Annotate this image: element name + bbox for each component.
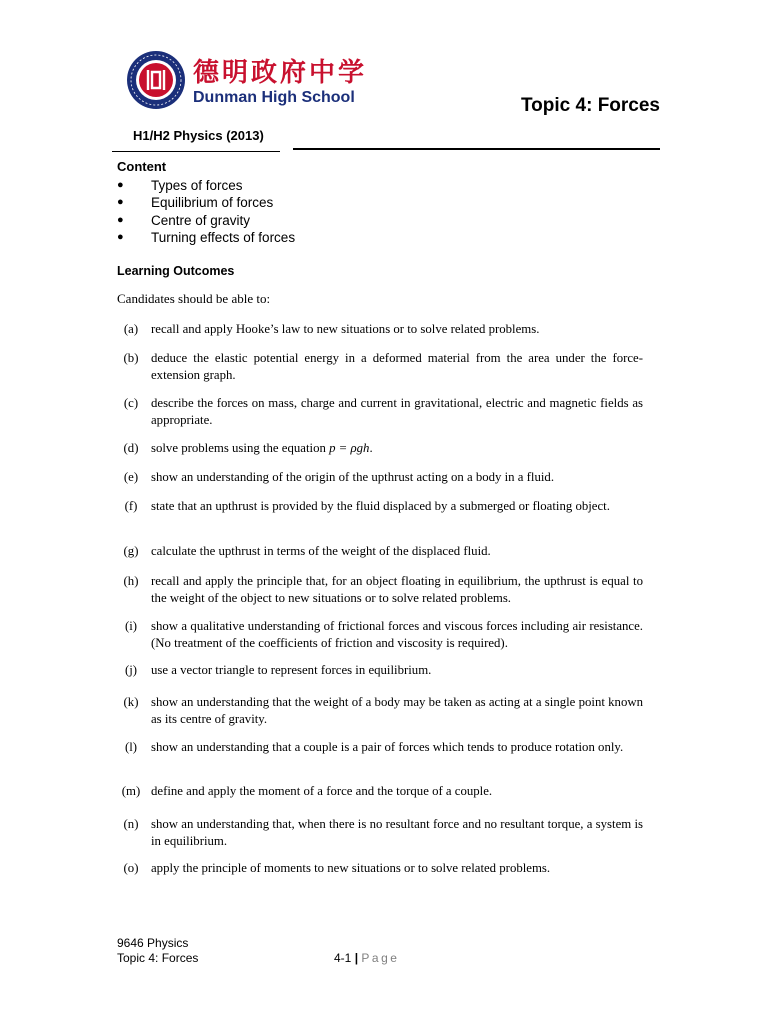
outcome-item-j: (j) use a vector triangle to represent forces in equilibrium. (124, 663, 432, 677)
outcome-item-c: (c) describe the forces on mass, charge and current in gravitational, electric and magnetic fields as appropriate. (123, 396, 643, 427)
topic-title: Topic 4: Forces (520, 95, 660, 116)
footer-topic: Topic 4: Forces (117, 951, 199, 965)
footer-left (117, 936, 198, 966)
school-logo (126, 50, 186, 110)
outcome-item-k: (k) show an understanding that the weight of a body may be taken as acting at a single point known as its centre of gravity. (123, 695, 643, 726)
outcome-item-d: (d) solve problems using the equation p = ρgh. (123, 441, 373, 455)
footer-page-number: 4-1 | Page (334, 951, 400, 965)
content-item: ● Equilibrium of forces (117, 195, 274, 211)
learning-outcomes-heading: Learning Outcomes (117, 264, 235, 278)
content-list (117, 177, 295, 247)
pressure-formula: p = ρgh (329, 441, 370, 455)
outcome-item-a: (a) recall and apply Hooke’s law to new situations or to solve related problems. (123, 322, 540, 336)
outcome-item-h: (h) recall and apply the principle that, for an object floating in equilibrium, the upthrust is equal to the weight of the object to new situations or to solve related problems. (123, 574, 643, 605)
bullet-icon: ● (117, 213, 124, 226)
outcome-item-n: (n) show an understanding that, when there is no resultant force and no resultant torque, a system is in equilibrium. (123, 817, 643, 848)
learning-outcomes-intro: Candidates should be able to: (117, 291, 271, 306)
content-heading: Content (117, 159, 167, 174)
content-item: ● Centre of gravity (117, 212, 251, 228)
school-name-chinese: 德明政府中学 (193, 58, 368, 88)
bullet-icon: ● (117, 231, 124, 244)
course-underline (112, 151, 280, 152)
outcome-item-m: (m) define and apply the moment of a force and the torque of a couple. (121, 784, 493, 798)
course-title: H1/H2 Physics (2013) (133, 128, 264, 143)
school-name-english: Dunman High School (193, 89, 355, 106)
outcome-item-l: (l) show an understanding that a couple is a pair of forces which tends to produce rotation only. (124, 740, 624, 754)
header-rule (293, 148, 660, 150)
footer-subject-code: 9646 Physics (117, 936, 189, 950)
bullet-icon: ● (117, 179, 124, 191)
content-item: ● Types of forces (117, 178, 243, 193)
outcome-item-b: (b) deduce the elastic potential energy in a deformed material from the area under the force-extension graph. (123, 351, 643, 382)
outcome-item-i: (i) show a qualitative understanding of frictional forces and viscous forces including air resistance. (No treatment of the coefficients of friction and viscosity is required). (124, 619, 643, 650)
outcome-item-o: (o) apply the principle of moments to new situations or to solve related problems. (123, 861, 551, 875)
content-item: ● Turning effects of forces (117, 230, 296, 246)
outcome-item-e: (e) show an understanding of the origin of the upthrust acting on a body in a fluid. (123, 470, 555, 484)
bullet-icon: ● (117, 196, 124, 209)
outcome-item-f: (f) state that an upthrust is provided by the fluid displaced by a submerged or floating object. (124, 499, 610, 513)
outcome-item-g: (g) calculate the upthrust in terms of the weight of the displaced fluid. (123, 544, 491, 558)
